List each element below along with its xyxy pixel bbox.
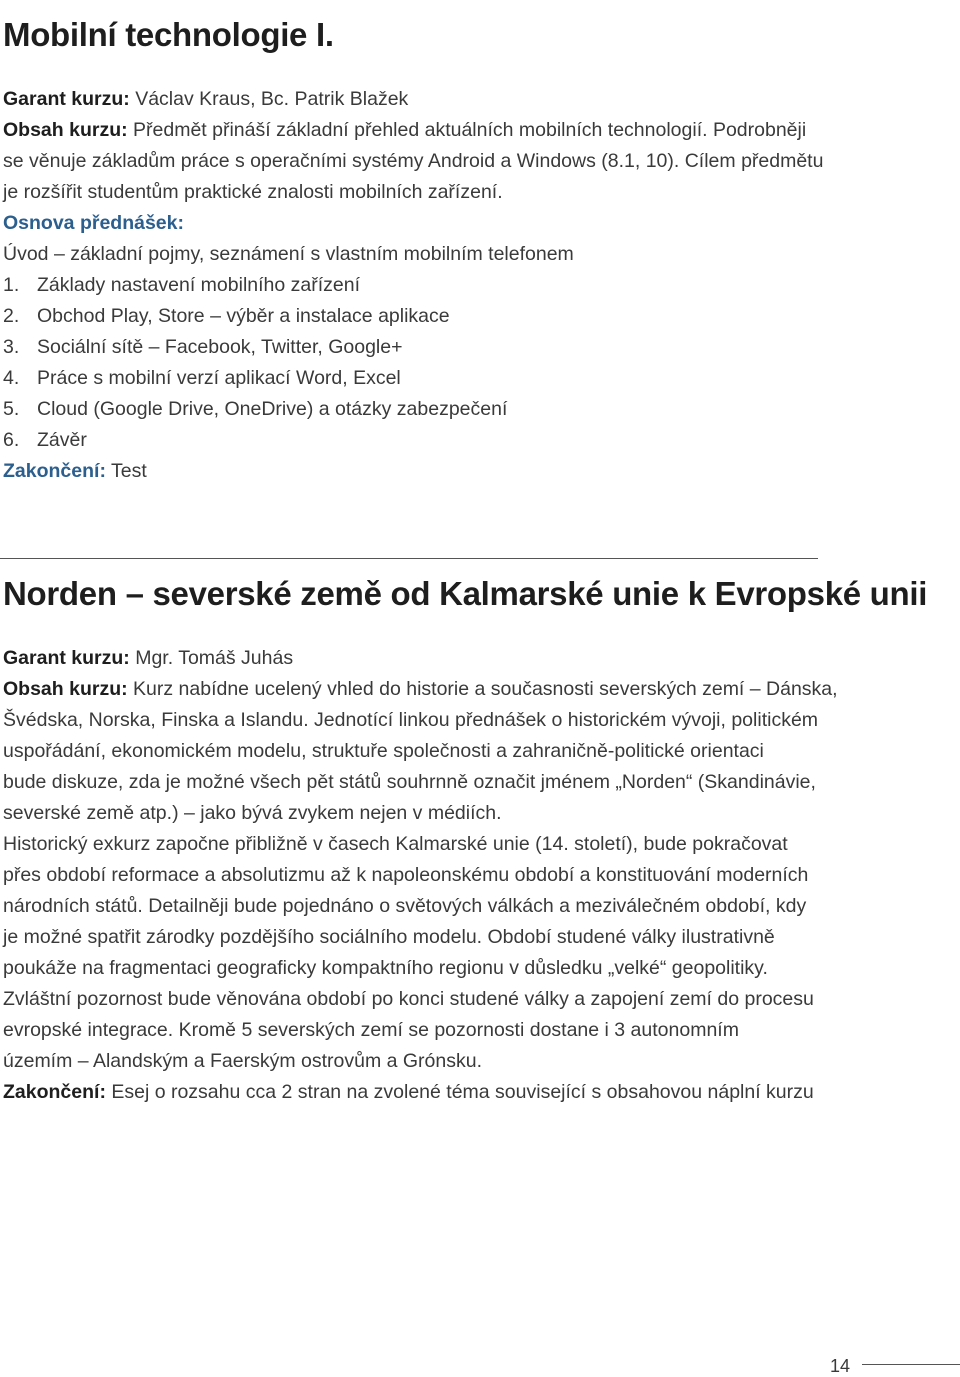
course2-obsah-line: uspořádání, ekonomickém modelu, struktuře společnosti a zahraničně-politické orientaci xyxy=(3,740,764,762)
course2-obsah-line: Zvláštní pozornost bude věnována období po konci studené války a zapojení zemí do procesu xyxy=(3,988,814,1010)
zakonceni-label: Zakončení: xyxy=(3,1081,106,1103)
zakonceni-value: Esej o rozsahu cca 2 stran na zvolené téma související s obsahovou náplní kurzu xyxy=(105,1081,814,1103)
course2-garant xyxy=(3,643,293,674)
item-number: 5. xyxy=(3,398,20,420)
course2-obsah-line: územím – Alandským a Faerským ostrovům a Grónsku. xyxy=(3,1050,482,1072)
course2-obsah-line: severské země atp.) – jako bývá zvykem nejen v médiích. xyxy=(3,802,502,824)
course1-zakonceni xyxy=(3,456,147,487)
course1-obsah-line-1 xyxy=(3,115,806,146)
item-number: 2. xyxy=(3,305,20,327)
item-number: 3. xyxy=(3,336,20,358)
course2-obsah-line: národních států. Detailněji bude pojednáno o světových válkách a meziválečném období, kdy xyxy=(3,895,807,917)
garant-label: Garant kurzu: xyxy=(3,647,130,669)
item-text: Závěr xyxy=(37,429,87,451)
item-text: Sociální sítě – Facebook, Twitter, Google+ xyxy=(37,336,403,358)
osnova-item xyxy=(3,425,87,456)
page-number-rule xyxy=(862,1364,960,1365)
item-number: 1. xyxy=(3,274,20,296)
course1-obsah-line-3: je rozšířit studentům praktické znalosti mobilních zařízení. xyxy=(3,181,503,203)
course2-obsah-line: přes období reformace a absolutizmu až k napoleonskému období a konstituování moderních xyxy=(3,864,809,886)
course1-obsah-line-2: se věnuje základům práce s operačními systémy Android a Windows (8.1, 10). Cílem předmětu xyxy=(3,150,824,172)
garant-label: Garant kurzu: xyxy=(3,88,130,110)
osnova-intro: Úvod – základní pojmy, seznámení s vlastním mobilním telefonem xyxy=(3,243,574,265)
item-number: 6. xyxy=(3,429,20,451)
course2-zakonceni xyxy=(3,1077,814,1108)
page-number: 14 xyxy=(830,1356,851,1376)
obsah-text: Předmět přináší základní přehled aktuálních mobilních technologií. Podrobněji xyxy=(127,119,807,141)
section-divider xyxy=(0,558,818,559)
item-text: Práce s mobilní verzí aplikací Word, Excel xyxy=(37,367,401,389)
course2-obsah-line: bude diskuze, zda je možné všech pět států souhrnně označit jménem „Norden“ (Skandinávie, xyxy=(3,771,816,793)
course1-garant xyxy=(3,84,408,115)
course2-obsah-line: Švédska, Norska, Finska a Islandu. Jednotící linkou přednášek o historickém vývoji, politickém xyxy=(3,709,819,731)
zakonceni-value: Test xyxy=(105,460,147,482)
course1-title: Mobilní technologie I. xyxy=(3,16,334,53)
course2-obsah-line: je možné spatřit zárodky pozdějšího sociálního modelu. Období studené války ilustrativně xyxy=(3,926,775,948)
course2-title: Norden – severské země od Kalmarské unie k Evropské unii xyxy=(3,575,928,612)
osnova-item xyxy=(3,332,402,363)
garant-value: Mgr. Tomáš Juhás xyxy=(129,647,294,669)
obsah-label: Obsah kurzu: xyxy=(3,678,128,700)
course2-obsah-line: Historický exkurz započne přibližně v časech Kalmarské unie (14. století), bude pokračovat xyxy=(3,833,788,855)
item-text: Obchod Play, Store – výběr a instalace aplikace xyxy=(37,305,450,327)
osnova-item xyxy=(3,270,360,301)
zakonceni-label: Zakončení: xyxy=(3,460,106,482)
course2-obsah-line-1 xyxy=(3,674,838,705)
course2-obsah-line: evropské integrace. Kromě 5 severských zemí se pozornosti dostane i 3 autonomním xyxy=(3,1019,739,1041)
garant-value: Václav Kraus, Bc. Patrik Blažek xyxy=(129,88,409,110)
osnova-item xyxy=(3,363,401,394)
osnova-item xyxy=(3,394,507,425)
obsah-label: Obsah kurzu: xyxy=(3,119,128,141)
obsah-text: Kurz nabídne ucelený vhled do historie a současnosti severských zemí – Dánska, xyxy=(127,678,838,700)
osnova-heading: Osnova přednášek: xyxy=(3,212,184,234)
osnova-item xyxy=(3,301,450,332)
course2-obsah-line: poukáže na fragmentaci geograficky kompaktního regionu v důsledku „velké“ geopolitiky. xyxy=(3,957,768,979)
item-number: 4. xyxy=(3,367,20,389)
item-text: Základy nastavení mobilního zařízení xyxy=(37,274,361,296)
item-text: Cloud (Google Drive, OneDrive) a otázky zabezpečení xyxy=(37,398,508,420)
